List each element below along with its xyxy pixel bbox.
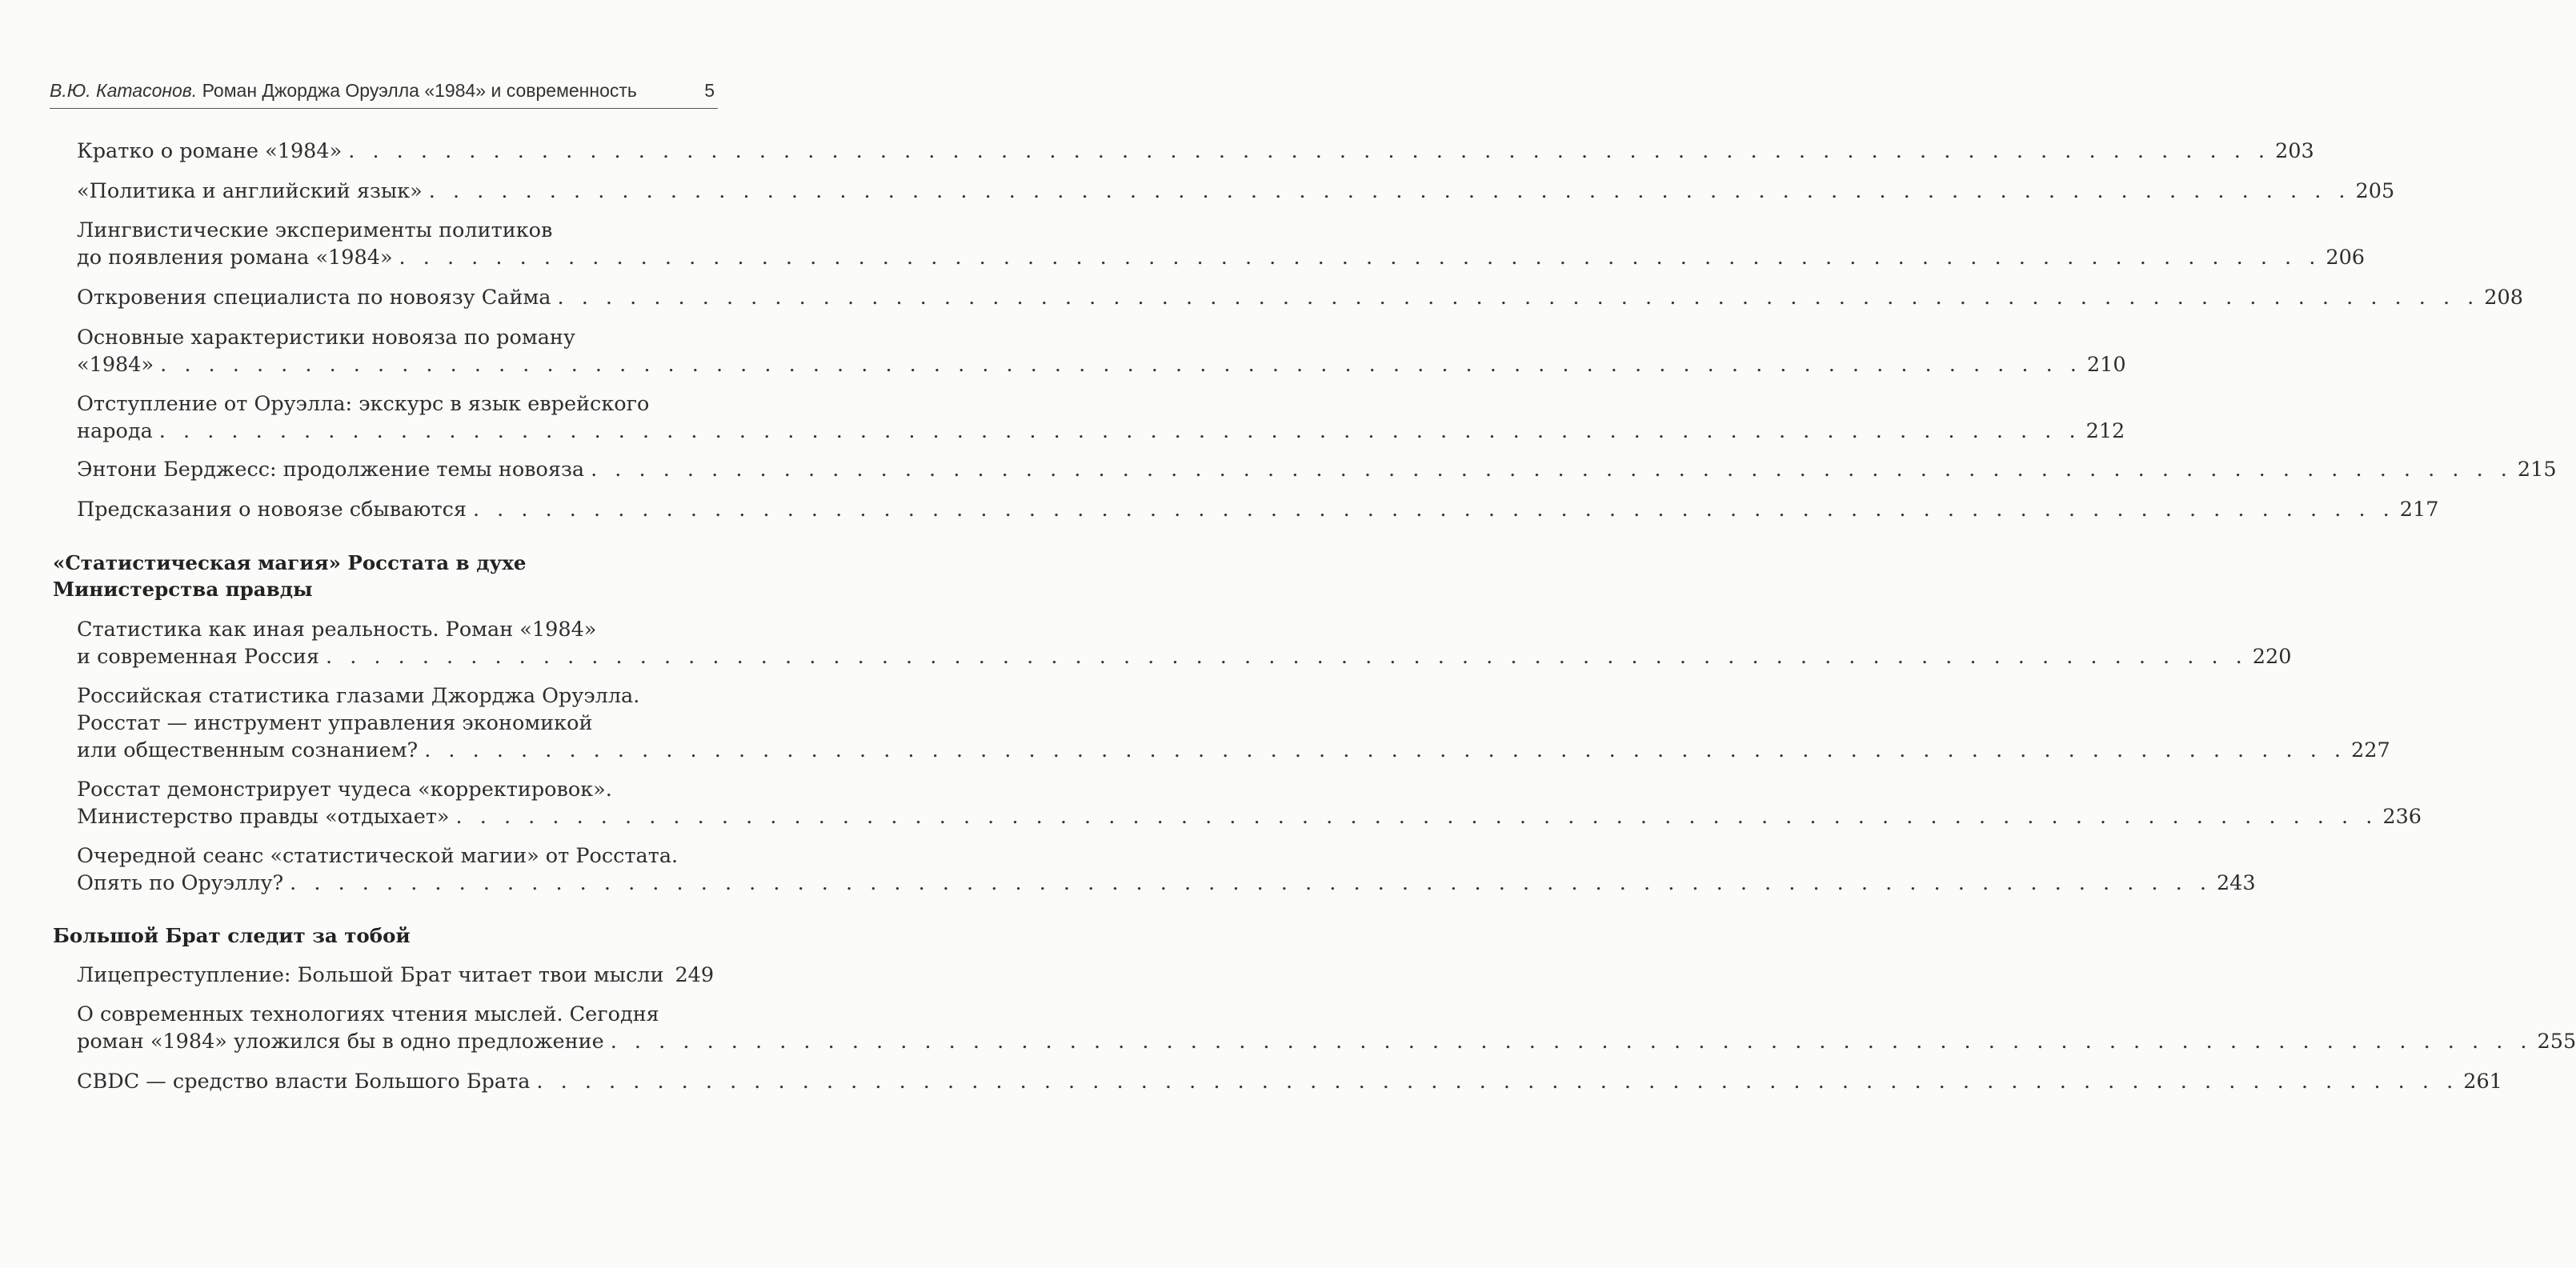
toc-entry-title: или общественным сознанием? xyxy=(77,738,419,762)
dot-leader: . . . . . . . . . . . . . . . . . . . . . . . . . . . . . . . . . . . . . . . . . . . . . . . . . . . . . . . . . . . . . . . . . . . . . . . . . . . . . . . . xyxy=(158,419,2081,443)
toc-entry-last-line xyxy=(77,496,2439,523)
toc-entry-last-line xyxy=(77,737,2390,764)
toc-entry-title: народа xyxy=(77,419,153,443)
toc-entry-title: Энтони Берджесс: продолжение темы новояза xyxy=(77,458,585,482)
running-header-title xyxy=(50,80,637,102)
dot-leader: . . . . . . . . . . . . . . . . . . . . . . . . . . . . . . . . . . . . . . . . . . . . . . . . . . . . . . . . . . . . . . . . . . . . . . . . . . . . . . . . xyxy=(591,458,2513,482)
toc-entry-title: Предсказания о новоязе сбываются xyxy=(77,498,467,522)
dot-leader: . . . . . . . . . . . . . . . . . . . . . . . . . . . . . . . . . . . . . . . . . . . . . . . . . . . . . . . . . . . . . . . . . . . . . . . . . . . . . . . . xyxy=(290,871,2212,895)
section-heading[interactable] xyxy=(53,922,709,949)
toc-entry-last-line xyxy=(77,962,714,989)
toc-entry[interactable] xyxy=(77,456,2557,483)
toc-entry[interactable] xyxy=(77,178,2395,205)
section-heading-line: Министерства правды xyxy=(53,578,313,601)
section-heading[interactable] xyxy=(53,550,709,602)
toc-entry[interactable] xyxy=(77,284,2523,311)
toc-entry[interactable] xyxy=(77,138,2314,165)
dot-leader: . . . . . . . . . . . . . . . . . . . . . . . . . . . . . . . . . . . . . . . . . . . . . . . . . . . . . . . . . . . . . . . . . . . . . . . . . . . . . . . . xyxy=(472,498,2395,522)
dot-leader: . . . . . . . . . . . . . . . . . . . . . . . . . . . . . . . . . . . . . . . . . . . . . . . . . . . . . . . . . . . . . . . . . . . . . . . . . . . . . . . . xyxy=(160,353,2082,377)
toc-entry-title: Опять по Оруэллу? xyxy=(77,871,284,895)
toc-entry-title-line: Росстат — инструмент управления экономикой xyxy=(77,711,593,735)
toc-entry-title: и современная Россия xyxy=(77,645,319,669)
toc-entry-title: «1984» xyxy=(77,353,154,377)
toc-entry[interactable] xyxy=(77,1068,2502,1095)
toc-entry-last-line xyxy=(77,1028,2576,1055)
toc-entry[interactable] xyxy=(77,616,2292,670)
section-heading-line: Большой Брат следит за тобой xyxy=(53,924,411,947)
toc-entry-last-line xyxy=(77,284,2523,311)
toc-entry-title: CBDC — средство власти Большого Брата xyxy=(77,1070,531,1094)
toc-entry-last-line xyxy=(77,643,2292,670)
toc-page-number: 212 xyxy=(2085,419,2125,443)
toc-entry-title-line: Отступление от Оруэлла: экскурс в язык еврейского xyxy=(77,392,650,416)
running-header xyxy=(50,80,718,109)
toc-entry-title-line: О современных технологиях чтения мыслей. Сегодня xyxy=(77,1002,659,1026)
toc-page-number: 227 xyxy=(2351,738,2390,762)
toc-entry-title: Министерство правды «отдыхает» xyxy=(77,805,450,829)
dot-leader: . . . . . . . . . . . . . . . . . . . . . . . . . . . . . . . . . . . . . . . . . . . . . . . . . . . . . . . . . . . . . . . . . . . . . . . . . . . . . . . . xyxy=(455,805,2378,829)
dot-leader: . . . . . . . . . . . . . . . . . . . . . . . . . . . . . . . . . . . . . . . . . . . . . . . . . . . . . . . . . . . . . . . . . . . . . . . . . . . . . . . . xyxy=(348,139,2271,163)
toc-entry[interactable] xyxy=(77,496,2439,523)
toc-entry-last-line xyxy=(77,803,2422,830)
toc-page-number: 210 xyxy=(2086,353,2126,377)
toc-entry-title: Кратко о романе «1984» xyxy=(77,139,343,163)
toc-entry-title-line: Росстат демонстрирует чудеса «корректировок». xyxy=(77,778,612,802)
toc-entry-title: Лицепреступление: Большой Брат читает твои мысли xyxy=(77,963,664,987)
toc-entry[interactable] xyxy=(77,1001,2576,1055)
toc-page-number: 220 xyxy=(2252,645,2292,669)
toc-entry-title-line: Российская статистика глазами Джорджа Оруэлла. xyxy=(77,684,640,708)
dot-leader: . . . . . . . . . . . . . . . . . . . . . . . . . . . . . . . . . . . . . . . . . . . . . . . . . . . . . . . . . . . . . . . . . . . . . . . . . . . . . . . . xyxy=(536,1070,2459,1094)
author-name: В.Ю. Катасонов. xyxy=(50,80,198,101)
toc-entry-last-line xyxy=(77,178,2395,205)
toc-entry[interactable] xyxy=(77,324,2126,378)
toc-entry-last-line xyxy=(77,244,2366,271)
toc-entry-title: «Политика и английский язык» xyxy=(77,179,423,203)
toc-entry-last-line xyxy=(77,418,2125,445)
toc-entry-title: Откровения специалиста по новоязу Сайма xyxy=(77,286,551,310)
dot-leader: . . . . . . . . . . . . . . . . . . . . . . . . . . . . . . . . . . . . . . . . . . . . . . . . . . . . . . . . . . . . . . . . . . . . . . . . . . . . . . . . xyxy=(557,286,2480,310)
toc-entry[interactable] xyxy=(77,217,2366,271)
toc-entry[interactable] xyxy=(77,842,2256,897)
toc-entry-last-line xyxy=(77,1068,2502,1095)
toc-entry-last-line xyxy=(77,138,2314,165)
toc-entry-last-line xyxy=(77,456,2557,483)
toc-page-number: 217 xyxy=(2399,498,2439,522)
dot-leader: . . . . . . . . . . . . . . . . . . . . . . . . . . . . . . . . . . . . . . . . . . . . . . . . . . . . . . . . . . . . . . . . . . . . . . . . . . . . . . . . xyxy=(610,1030,2533,1054)
toc-entry[interactable] xyxy=(77,390,2125,445)
book-title: Роман Джорджа Оруэлла «1984» и современность xyxy=(202,80,637,101)
page-number: 5 xyxy=(704,80,715,101)
toc-entry[interactable] xyxy=(77,682,2390,764)
toc-entry[interactable] xyxy=(77,776,2422,830)
toc-page-number: 206 xyxy=(2326,246,2366,270)
toc-page-number: 203 xyxy=(2275,139,2314,163)
toc-page-number: 208 xyxy=(2484,286,2523,310)
toc-entry-title-line: Основные характеристики новояза по роману xyxy=(77,326,575,350)
toc-entry[interactable] xyxy=(77,962,714,989)
toc-entry-title-line: Лингвистические эксперименты политиков xyxy=(77,218,553,242)
toc-entry-last-line xyxy=(77,870,2256,897)
dot-leader: . . . . . . . . . . . . . . . . . . . . . . . . . . . . . . . . . . . . . . . . . . . . . . . . . . . . . . . . . . . . . . . . . . . . . . . . . . . . . . . . xyxy=(399,246,2322,270)
toc-entry-title-line: Статистика как иная реальность. Роман «1984» xyxy=(77,618,597,642)
toc-entry-last-line xyxy=(77,351,2126,378)
dot-leader: . . . . . . . . . . . . . . . . . . . . . . . . . . . . . . . . . . . . . . . . . . . . . . . . . . . . . . . . . . . . . . . . . . . . . . . . . . . . . . . . xyxy=(424,738,2347,762)
dot-leader: . . . . . . . . . . . . . . . . . . . . . . . . . . . . . . . . . . . . . . . . . . . . . . . . . . . . . . . . . . . . . . . . . . . . . . . . . . . . . . . . xyxy=(428,179,2351,203)
toc-entry-title: до появления романа «1984» xyxy=(77,246,393,270)
toc-page-number: 261 xyxy=(2463,1070,2502,1094)
toc-page-number: 236 xyxy=(2382,805,2422,829)
dot-leader: . . . . . . . . . . . . . . . . . . . . . . . . . . . . . . . . . . . . . . . . . . . . . . . . . . . . . . . . . . . . . . . . . . . . . . . . . . . . . . . . xyxy=(325,645,2248,669)
toc-page-number: 215 xyxy=(2517,458,2557,482)
toc-page-number: 243 xyxy=(2216,871,2256,895)
toc-page-number: 249 xyxy=(675,963,715,987)
toc-page-number: 255 xyxy=(2537,1030,2576,1054)
toc-page-number: 205 xyxy=(2355,179,2395,203)
toc-entry-title: роман «1984» уложился бы в одно предложение xyxy=(77,1030,604,1054)
toc-entry-title-line: Очередной сеанс «статистической магии» от Росстата. xyxy=(77,844,679,868)
section-heading-line: «Статистическая магия» Росстата в духе xyxy=(53,551,527,574)
